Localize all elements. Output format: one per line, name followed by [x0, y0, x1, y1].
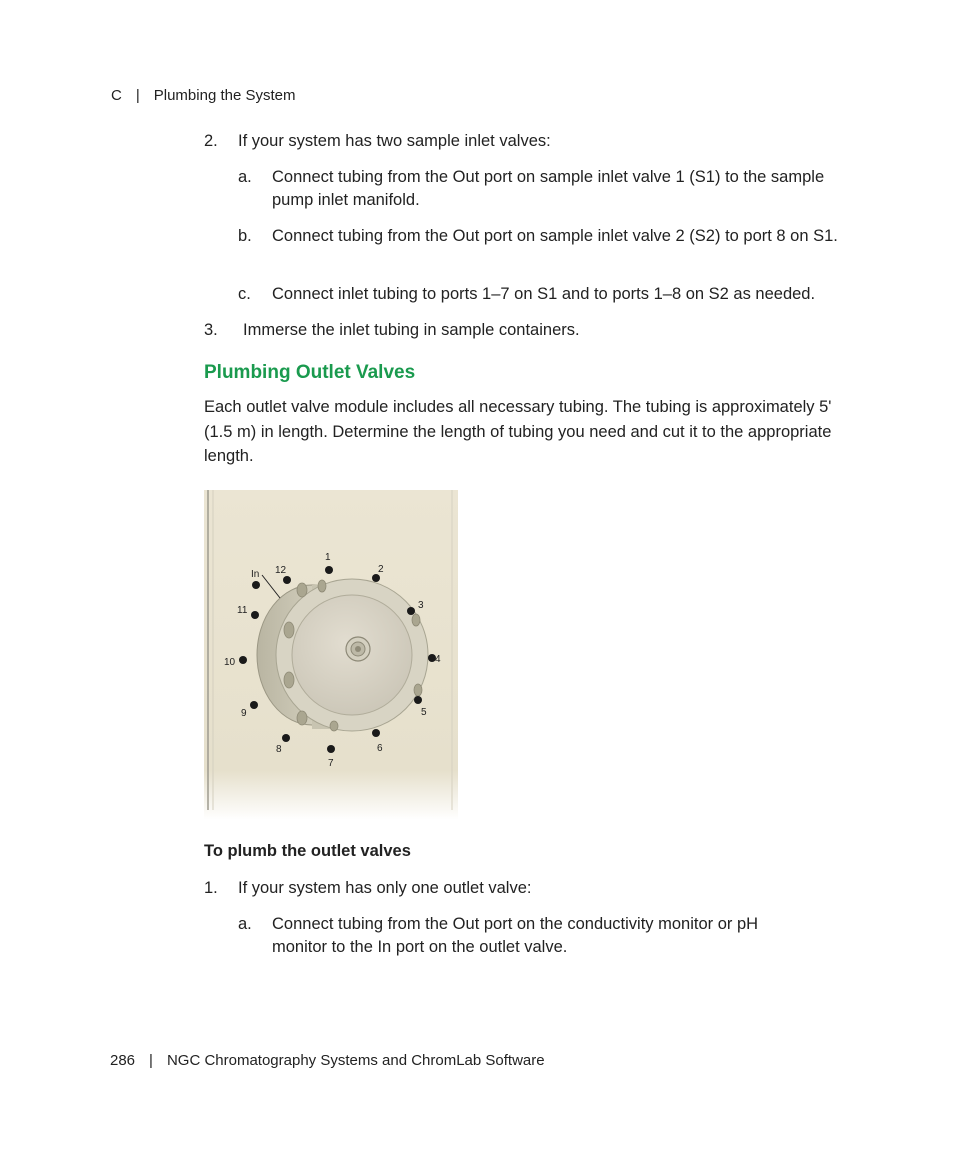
port-label: 4 [435, 654, 441, 665]
outlet-valve-illustration [204, 490, 458, 820]
procedure-title: To plumb the outlet valves [204, 842, 411, 860]
substep-text: Connect inlet tubing to ports 1–7 on S1 and to ports 1–8 on S2 as needed. [272, 285, 816, 303]
port-label: 1 [325, 552, 331, 563]
port-label: 12 [275, 565, 287, 576]
port-label: 7 [328, 758, 334, 769]
footer-separator: | [149, 1052, 153, 1069]
substep-letter: a. [238, 915, 252, 933]
section-paragraph: Each outlet valve module includes all necessary tubing. The tubing is approximately 5' (1.5 m) in length. Determine the length of tubing you need and cut it to the appropriate length. [204, 398, 832, 465]
substep-text: Connect tubing from the Out port on sample inlet valve 1 (S1) to the sample pump inlet manifold. [272, 168, 825, 209]
substep-letter: c. [238, 285, 251, 303]
page-number: 286 [110, 1052, 136, 1069]
port-label: 9 [241, 708, 247, 719]
book-title: NGC Chromatography Systems and ChromLab Software [166, 1052, 545, 1069]
port-label: 10 [224, 657, 236, 668]
step-number: 3. [204, 321, 218, 339]
header-section-letter: C [111, 87, 122, 104]
substep-letter: b. [238, 227, 252, 245]
substep-letter: a. [238, 168, 252, 186]
step-text: If your system has two sample inlet valves: [238, 132, 551, 150]
running-header [111, 87, 295, 104]
outlet-valve-figure [204, 490, 458, 820]
step-text: If your system has only one outlet valve: [238, 879, 532, 897]
header-section-title: Plumbing the System [153, 87, 296, 104]
port-label: 5 [421, 707, 427, 718]
in-port-label: In [251, 569, 260, 580]
running-footer [110, 1052, 545, 1069]
port-label: 3 [418, 600, 424, 611]
step-text: Immerse the inlet tubing in sample containers. [243, 321, 580, 339]
port-label: 2 [378, 564, 384, 575]
substep-text: Connect tubing from the Out port on the conductivity monitor or pH monitor to the In port on the outlet valve. [272, 915, 759, 956]
port-label: 8 [276, 744, 282, 755]
section-title: Plumbing Outlet Valves [204, 362, 416, 383]
substep-text: Connect tubing from the Out port on sample inlet valve 2 (S2) to port 8 on S1. [272, 227, 838, 245]
port-label: 6 [377, 743, 383, 754]
step-number: 1. [204, 879, 218, 897]
header-separator: | [135, 87, 140, 104]
step-number: 2. [204, 132, 218, 150]
port-label: 11 [237, 605, 248, 616]
